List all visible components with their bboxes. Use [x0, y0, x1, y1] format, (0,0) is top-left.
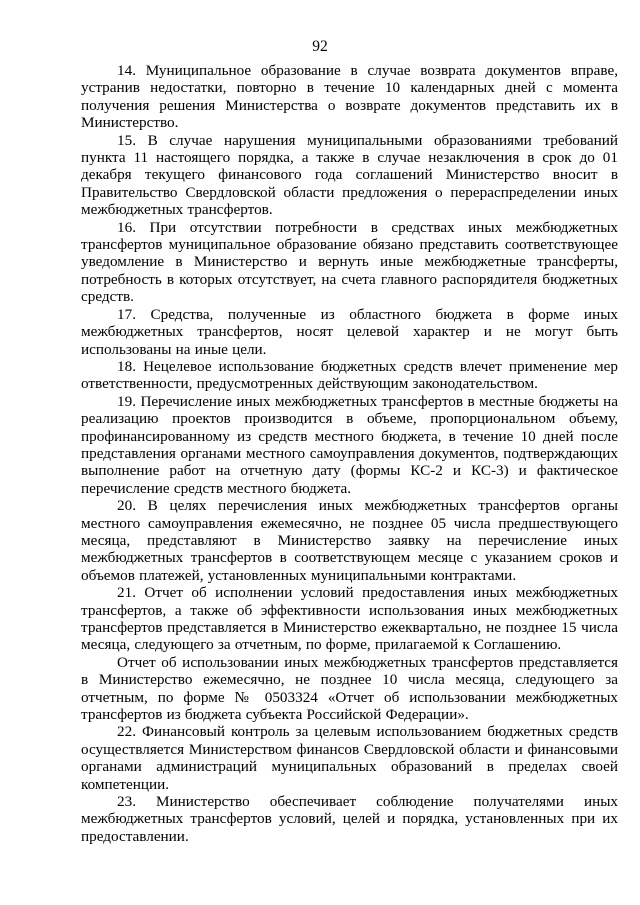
- page-number: 92: [312, 38, 328, 55]
- paragraph-20: 20. В целях перечисления иных межбюджетных трансфертов органы местного самоуправления ежемесячно, не позднее 05 числа предшествующего месяца, представляют в Министерство заявку на перечисление иных межбюджетных трансфертов в соответствующем месяце с указанием сроков и объемов платежей, установленных муниципальными контрактами.: [81, 497, 618, 584]
- document-body: [81, 62, 618, 845]
- paragraph-19: 19. Перечисление иных межбюджетных трансфертов в местные бюджеты на реализацию проектов производится в объеме, пропорциональном объему, профинансированному из средств местного бюджета, в течение 10 дней после представления органами местного самоуправления документов, подтверждающих выполнение работ на отчетную дату (формы КС-2 и КС-3) и фактическое перечисление средств местного бюджета.: [81, 392, 618, 497]
- paragraph-16: 16. При отсутствии потребности в средствах иных межбюджетных трансфертов муниципальное образование обязано представить соответствующее уведомление в Министерство и вернуть иные межбюджетные трансферты, потребность в которых отсутствует, на счета главного распорядителя бюджетных средств.: [81, 218, 618, 306]
- paragraph-21: 21. Отчет об исполнении условий предоставления иных межбюджетных трансфертов, а также об эффективности использования иных межбюджетных трансфертов представляется в Министерство ежеквартально, не позднее 15 числа месяца, следующего за отчетным, по форме, прилагаемой к Соглашению.: [81, 584, 618, 654]
- paragraph-22: 22. Финансовый контроль за целевым использованием бюджетных средств осуществляется Министерством финансов Свердловской области и финансовыми органами администраций муниципальных образований в пределах своей компетенции.: [81, 723, 618, 793]
- paragraph-14: 14. Муниципальное образование в случае возврата документов вправе, устранив недостатки, повторно в течение 10 календарных дней с момента получения решения Министерства о возврате документов представить их в Министерство.: [81, 62, 618, 132]
- paragraph-23: 23. Министерство обеспечивает соблюдение получателями иных межбюджетных трансфертов условий, целей и порядка, установленных при их предоставлении.: [81, 793, 618, 845]
- paragraph-15: 15. В случае нарушения муниципальными образованиями требований пункта 11 настоящего порядка, а также в случае незаключения в срок до 01 декабря текущего финансового года соглашений Министерство вносит в Правительство Свердловской области предложения о перераспределении иных межбюджетных трансфертов.: [81, 131, 618, 219]
- paragraph-21-report: Отчет об использовании иных межбюджетных трансфертов представляется в Министерство ежемесячно, не позднее 10 числа месяца, следующего за отчетным, по форме № 0503324 «Отчет об использовании межбюджетных трансфертов из бюджета субъекта Российской Федерации».: [81, 653, 618, 724]
- paragraph-18: 18. Нецелевое использование бюджетных средств влечет применение мер ответственности, предусмотренных действующим законодательством.: [81, 357, 618, 393]
- paragraph-17: 17. Средства, полученные из областного бюджета в форме иных межбюджетных трансфертов, носят целевой характер и не могут быть использованы на иные цели.: [81, 305, 618, 358]
